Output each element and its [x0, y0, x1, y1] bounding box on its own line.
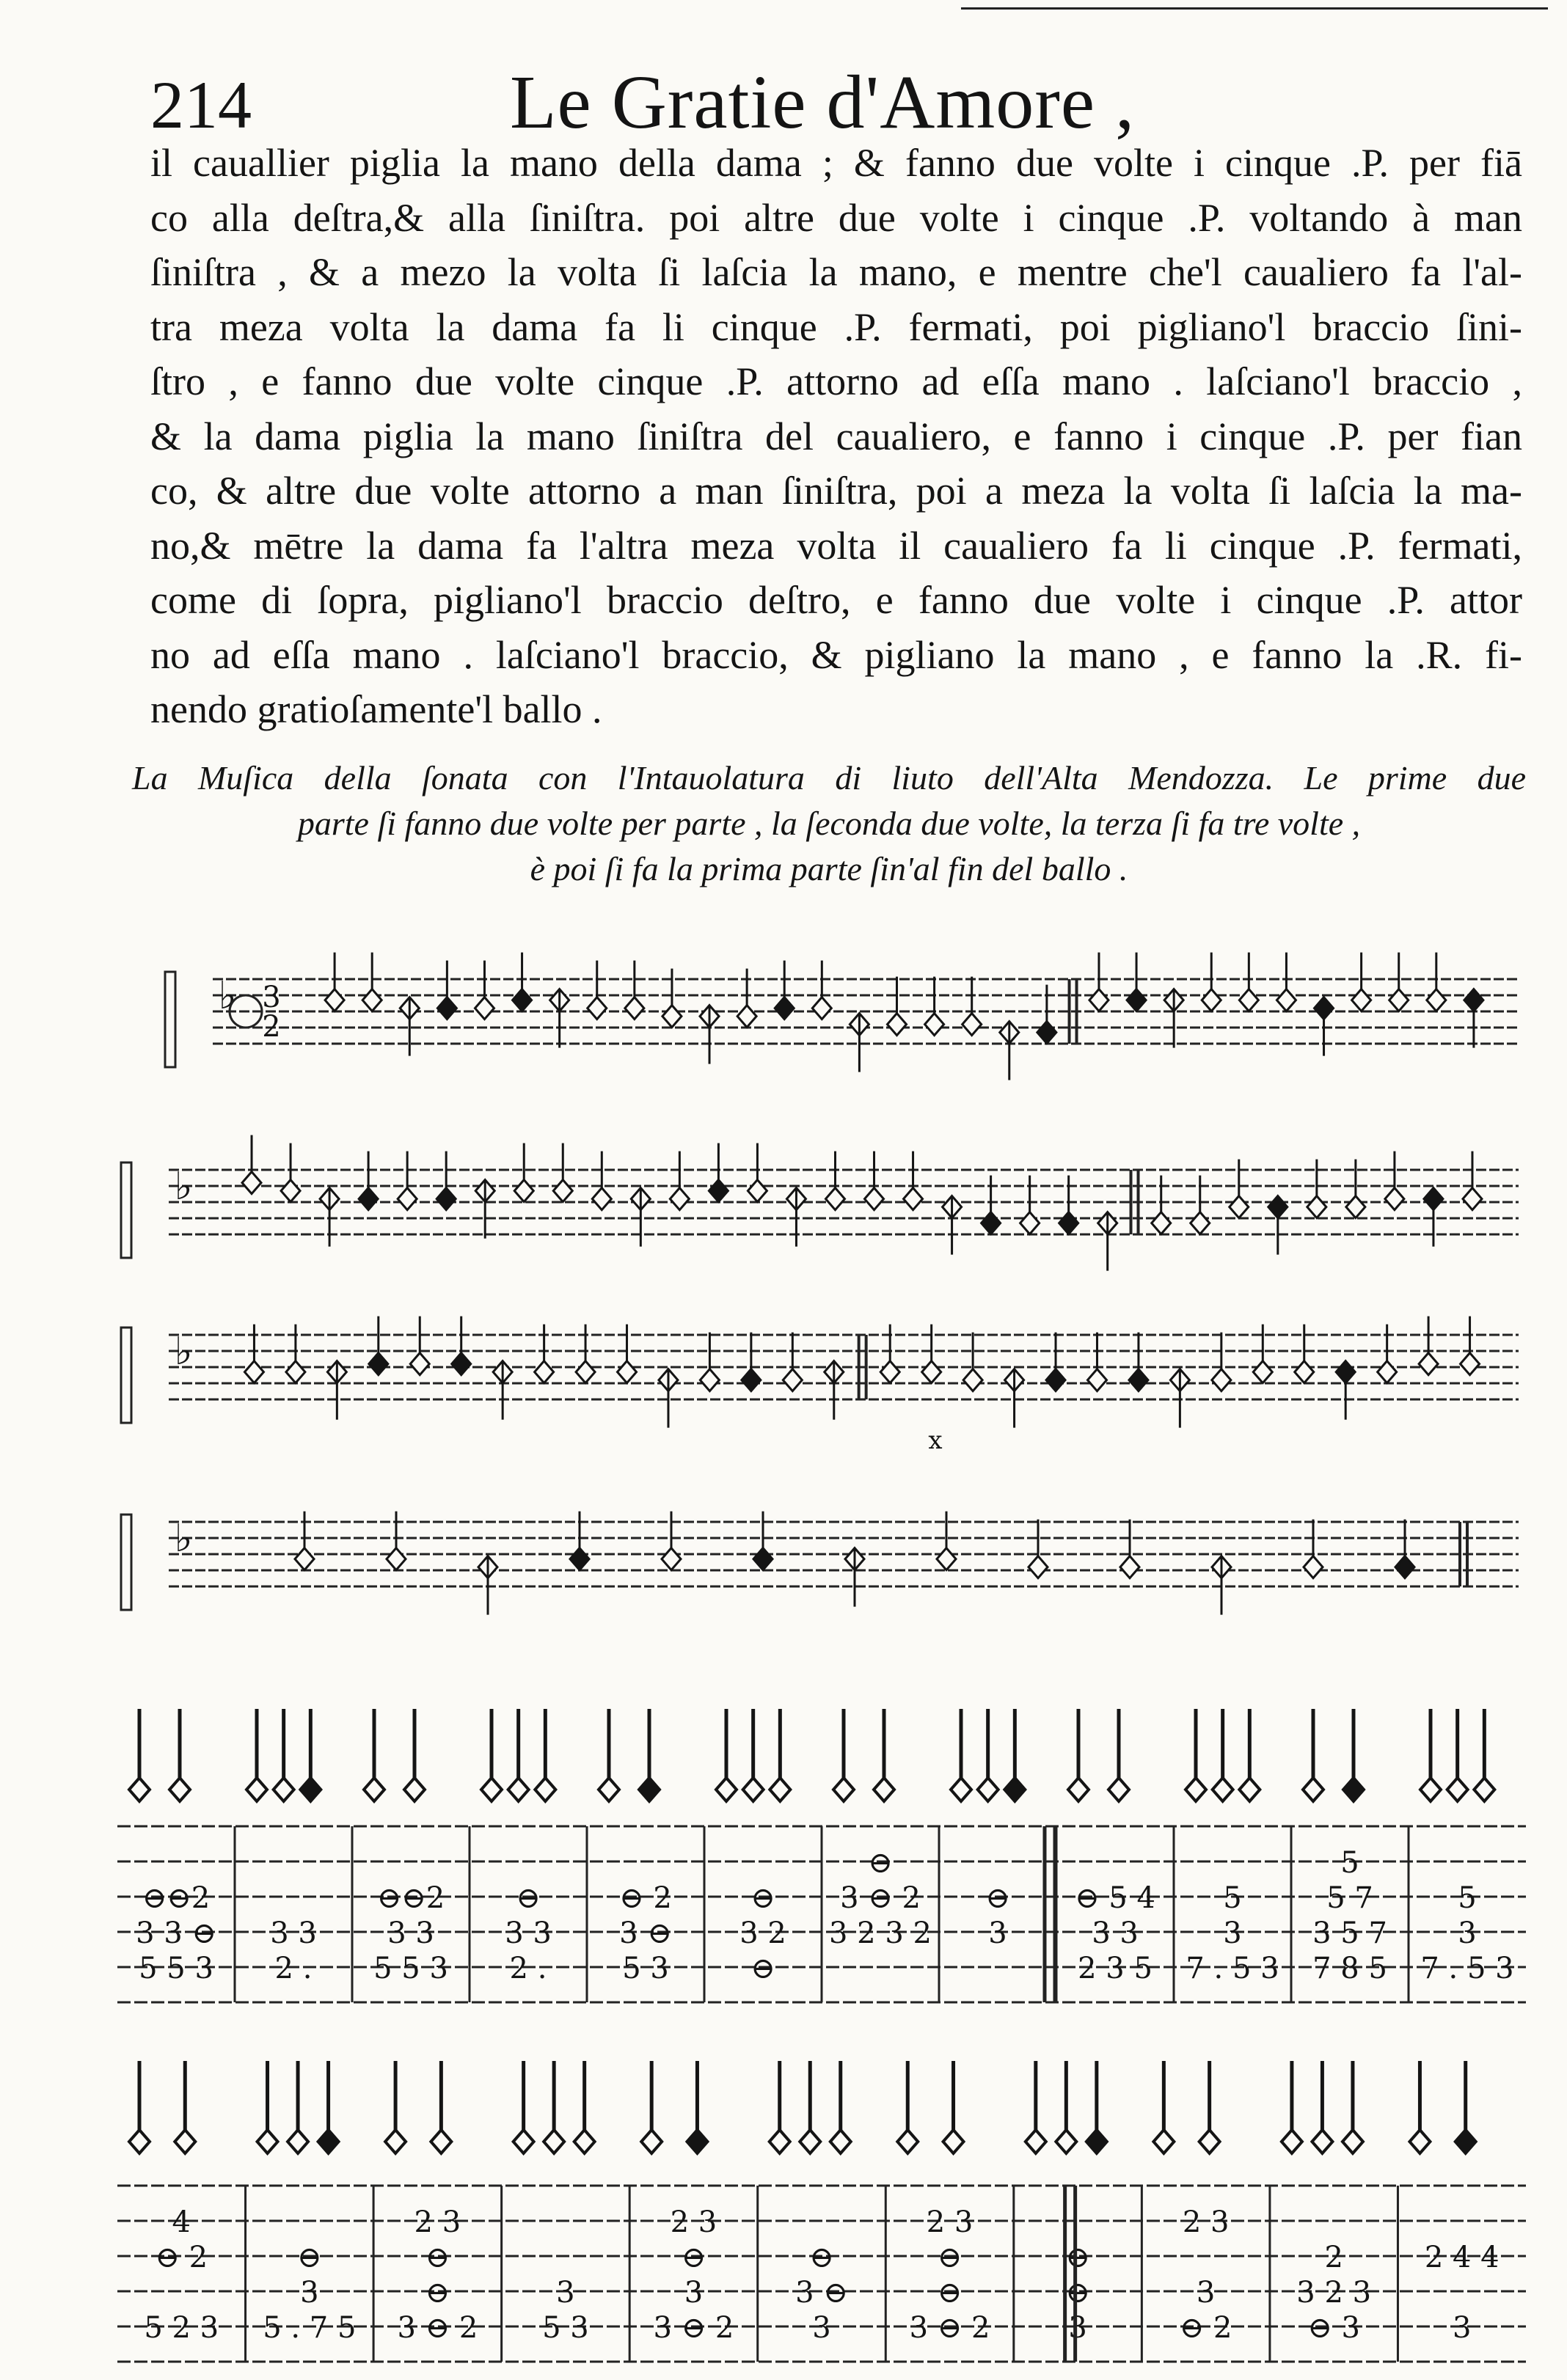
note-head	[1212, 1369, 1231, 1391]
rhythm-sign	[639, 1778, 660, 1801]
tab-fret: 3	[812, 2311, 831, 2345]
rhythm-sign	[1153, 2130, 1174, 2153]
rhythm-sign	[481, 1778, 502, 1801]
tab-fret: 5 5 3	[139, 1952, 213, 1985]
rhythm-sign	[599, 1778, 619, 1801]
tab-fret: ⊖	[985, 1881, 1010, 1915]
note-head	[1152, 1212, 1171, 1234]
rhythm-sign	[535, 1778, 555, 1801]
note-head	[1419, 1353, 1438, 1375]
caption-line: parte ſi fanno due volte per parte , la ſeconda due volte, la terza ſi fa tre volte ,	[297, 805, 1361, 842]
rhythm-sign	[1026, 2130, 1046, 2153]
rhythm-sign	[508, 1778, 529, 1801]
tab-fret: ⊖ 2	[1179, 2311, 1232, 2345]
body-line: no,& mētre la dama fa l'altra meza volta il caualiero fa li cinque .P. fermati,	[150, 523, 1522, 568]
note-head	[1276, 989, 1296, 1011]
note-head	[1020, 1212, 1040, 1234]
tab-fret: 3	[684, 2276, 704, 2310]
tab-fret: 3	[1196, 2276, 1216, 2310]
tab-fret: 7 8 5	[1312, 1952, 1387, 1985]
tab-fret: 5	[1458, 1881, 1477, 1915]
tab-fret: ⊖ 5 4	[1075, 1881, 1155, 1915]
tab-fret: 3	[300, 2276, 319, 2310]
note-head	[670, 1188, 689, 1210]
rhythm-sign	[1004, 1778, 1025, 1801]
note-head	[1087, 1369, 1106, 1391]
note-head	[1463, 1188, 1482, 1210]
rhythm-sign	[1420, 1778, 1441, 1801]
note-head	[369, 1353, 388, 1375]
note-head	[1059, 1212, 1078, 1234]
note-head	[662, 1548, 681, 1570]
tab-fret: 5 3	[542, 2311, 589, 2345]
rhythm-sign	[1068, 1778, 1089, 1801]
tab-fret: 3 ⊖ 2	[653, 2311, 734, 2345]
note-head	[362, 989, 381, 1011]
sharp-sign: x	[928, 1426, 943, 1455]
note-head	[437, 1188, 456, 1210]
note-head	[625, 997, 644, 1019]
tab-fret: 5	[1340, 1846, 1359, 1880]
rhythm-sign	[833, 1778, 854, 1801]
rhythm-sign	[129, 2130, 150, 2153]
rhythm-sign	[1474, 1778, 1494, 1801]
tab-fret: 3	[1453, 2311, 1472, 2345]
rhythm-sign	[169, 1778, 190, 1801]
tab-fret: 3 3	[387, 1916, 434, 1950]
tab-fret: 5	[1223, 1881, 1242, 1915]
note-head	[410, 1353, 429, 1375]
note-head	[588, 997, 607, 1019]
rhythm-sign	[1239, 1778, 1260, 1801]
note-head	[888, 1014, 907, 1036]
note-head	[1461, 1353, 1480, 1375]
tab-fret: 2	[1324, 2241, 1343, 2274]
note-head	[1389, 989, 1409, 1011]
tab-fret: ⊖	[868, 1846, 893, 1880]
note-head	[1129, 1369, 1148, 1391]
rhythm-sign	[574, 2130, 595, 2153]
tab-fret: ⊖	[937, 2276, 963, 2310]
note-head	[825, 1188, 844, 1210]
tab-fret: 2 3	[1182, 2205, 1230, 2239]
rhythm-sign	[874, 1778, 894, 1801]
note-head	[592, 1188, 611, 1210]
note-head	[1202, 989, 1221, 1011]
note-head	[700, 1369, 719, 1391]
tab-fret: 2 3	[926, 2205, 974, 2239]
flat-sign: ♭	[218, 974, 237, 1018]
rhythm-sign	[364, 1778, 384, 1801]
tab-fret: 3 3	[1092, 1916, 1139, 1950]
tab-fret: ⊖	[425, 2276, 450, 2310]
note-head	[753, 1548, 772, 1570]
rhythm-sign	[274, 1778, 294, 1801]
tab-fret: ⊖⊖2	[376, 1881, 445, 1915]
note-head	[359, 1188, 378, 1210]
tab-fret: 5 5 3	[373, 1952, 448, 1985]
note-head	[865, 1188, 884, 1210]
time-signature-top: 3	[262, 981, 281, 1014]
note-head	[387, 1548, 406, 1570]
note-head	[452, 1353, 471, 1375]
note-head	[1253, 1361, 1272, 1383]
note-head	[963, 1014, 982, 1036]
note-head	[783, 1369, 802, 1391]
tab-fret: 5 3	[622, 1952, 669, 1985]
caption-line: La Muſica della ſonata con l'Intauolatura di liuto dell'Alta Mendozza. Le prime due	[132, 759, 1526, 797]
rhythm-sign	[641, 2130, 662, 2153]
rhythm-sign	[1303, 1778, 1323, 1801]
tab-fret: 5 . 7 5	[263, 2311, 357, 2345]
rhythm-sign	[943, 2130, 964, 2153]
flat-sign: ♭	[174, 1330, 193, 1374]
tab-fret: 2 .	[274, 1952, 313, 1985]
note-head	[553, 1180, 572, 1202]
note-head	[1239, 989, 1258, 1011]
note-head	[1395, 1556, 1414, 1578]
tab-fret: 3	[988, 1916, 1007, 1950]
note-head	[242, 1172, 261, 1194]
note-head	[982, 1212, 1001, 1234]
note-head	[286, 1361, 305, 1383]
page-number: 214	[150, 67, 252, 142]
tab-fret: 3 3	[505, 1916, 552, 1950]
rhythm-sign	[1186, 1778, 1206, 1801]
tab-fret: 3 ⊖ 2	[840, 1881, 921, 1915]
note-head	[1307, 1196, 1326, 1218]
note-head	[1346, 1196, 1365, 1218]
note-head	[709, 1180, 728, 1202]
rhythm-sign	[288, 2130, 308, 2153]
note-head	[922, 1361, 941, 1383]
tab-fret: ⊖	[681, 2241, 706, 2274]
tab-fret: ⊖	[750, 1881, 775, 1915]
body-line: co, & altre due volte attorno a man ſiniſtra, poi a meza la volta ſi laſcia la ma-	[150, 469, 1522, 513]
tab-fret: 3 ⊖	[795, 2276, 848, 2310]
body-line: co alla deſtra,& alla ſiniſtra. poi altre due volte i cinque .P. voltando à man	[150, 195, 1522, 240]
note-head	[812, 997, 831, 1019]
rhythm-sign	[544, 2130, 564, 2153]
tab-fret: ⊖ 3	[1307, 2311, 1361, 2345]
clef-mark	[165, 972, 175, 1067]
rhythm-sign	[770, 2130, 790, 2153]
rhythm-sign	[770, 1778, 790, 1801]
tab-fret: ⊖⊖2	[142, 1881, 211, 1915]
note-head	[1295, 1361, 1314, 1383]
clef-mark	[121, 1515, 131, 1610]
tab-fret: ⊖	[516, 1881, 541, 1915]
rhythm-sign	[404, 1778, 425, 1801]
note-head	[398, 1188, 417, 1210]
note-head	[904, 1188, 923, 1210]
tab-fret: 3 ⊖	[619, 1916, 672, 1950]
tab-fret: 5 2 3	[144, 2311, 219, 2345]
tab-fret: 3	[1068, 2311, 1087, 2345]
body-line: tra meza volta la dama fa li cinque .P. fermati, poi pigliano'l braccio ſini-	[150, 304, 1522, 349]
note-head	[475, 997, 494, 1019]
time-signature-bottom: 2	[262, 1010, 281, 1044]
note-head	[1127, 989, 1146, 1011]
note-head	[1089, 989, 1108, 1011]
tab-fret: 3	[1223, 1916, 1242, 1950]
tab-fret: 3 3 ⊖	[136, 1916, 216, 1950]
rhythm-sign	[300, 1778, 321, 1801]
note-head	[1037, 1022, 1056, 1044]
tab-fret: 3 2	[739, 1916, 786, 1950]
tab-fret: ⊖	[809, 2241, 834, 2274]
note-head	[1191, 1212, 1210, 1234]
note-head	[535, 1361, 554, 1383]
note-head	[775, 997, 794, 1019]
tab-fret: ⊖	[750, 1952, 775, 1985]
running-title: Le Gratie d'Amore ,	[510, 60, 1136, 144]
rhythm-sign	[385, 2130, 406, 2153]
rhythm-sign	[800, 2130, 820, 2153]
note-head	[742, 1369, 761, 1391]
rhythm-sign	[514, 2130, 534, 2153]
tab-fret: 3 2 3	[1296, 2276, 1372, 2310]
body-line: come di ſopra, pigliano'l braccio deſtro, e fanno due volte i cinque .P. attor	[150, 578, 1522, 622]
clef-mark	[121, 1162, 131, 1258]
tab-fret: 3	[1458, 1916, 1477, 1950]
note-head	[513, 989, 532, 1011]
note-head	[1378, 1361, 1397, 1383]
note-head	[1385, 1188, 1404, 1210]
note-head	[570, 1548, 589, 1570]
note-head	[244, 1361, 263, 1383]
tab-fret: 2 4 4	[1424, 2241, 1500, 2274]
rhythm-sign	[257, 2130, 278, 2153]
tab-fret: ⊖	[1065, 2276, 1090, 2310]
note-head	[1352, 989, 1371, 1011]
tab-fret: 4	[172, 2205, 191, 2239]
rhythm-sign	[175, 2130, 195, 2153]
tab-fret: 5 7	[1326, 1881, 1373, 1915]
tab-fret: ⊖	[297, 2241, 322, 2274]
note-head	[737, 1006, 756, 1028]
tab-fret: ⊖ 2	[155, 2241, 208, 2274]
flat-sign: ♭	[174, 1517, 193, 1561]
note-head	[295, 1548, 314, 1570]
rhythm-sign	[129, 1778, 150, 1801]
note-head	[1029, 1556, 1048, 1578]
tab-fret: 3 ⊖ 2	[397, 2311, 478, 2345]
rhythm-sign	[1343, 1778, 1364, 1801]
body-line: & la dama piglia la mano ſiniſtra del caualiero, e fanno i cinque .P. per fian	[150, 414, 1522, 458]
body-line: il cauallier piglia la mano della dama ; & fanno due volte i cinque .P. per fiā	[150, 141, 1522, 185]
rhythm-sign	[951, 1778, 971, 1801]
rhythm-sign	[1108, 1778, 1129, 1801]
tab-fret: 3 3	[270, 1916, 317, 1950]
note-head	[1427, 989, 1446, 1011]
note-head	[437, 997, 456, 1019]
body-line: no ad eſſa mano . laſciano'l braccio, & pigliano la mano , e fanno la .R. fi-	[150, 632, 1522, 677]
rhythm-sign	[1447, 1778, 1468, 1801]
rhythm-sign	[1199, 2130, 1220, 2153]
rhythm-sign	[687, 2130, 707, 2153]
body-line: ſtro , e fanno due volte cinque .P. attorno ad eſſa mano . laſciano'l braccio ,	[150, 359, 1522, 403]
tab-fret: ⊖	[425, 2241, 450, 2274]
rhythm-sign	[1213, 1778, 1233, 1801]
note-head	[662, 1006, 682, 1028]
note-head	[325, 989, 344, 1011]
note-head	[1304, 1556, 1323, 1578]
note-head	[514, 1180, 533, 1202]
rhythm-sign	[1455, 2130, 1476, 2153]
flat-sign: ♭	[174, 1165, 193, 1209]
note-head	[880, 1361, 899, 1383]
tab-fret: 2 3 5	[1078, 1952, 1153, 1985]
body-line: nendo gratioſamente'l ballo .	[150, 687, 602, 731]
rhythm-sign	[1056, 2130, 1076, 2153]
note-head	[1120, 1556, 1139, 1578]
tab-fret: ⊖ 2	[619, 1881, 672, 1915]
clef-mark	[121, 1328, 131, 1423]
rhythm-sign	[1409, 2130, 1430, 2153]
caption-line: è poi ſi fa la prima parte ſin'al fin del ballo .	[530, 850, 1128, 887]
tab-fret: 2 3	[414, 2205, 461, 2239]
tab-fret: ⊖	[937, 2241, 963, 2274]
rhythm-sign	[1282, 2130, 1302, 2153]
tab-fret: 2 .	[509, 1952, 547, 1985]
rhythm-sign	[1343, 2130, 1363, 2153]
body-line: ſiniſtra , & a mezo la volta ſi laſcia la mano, e mentre che'l caualiero fa l'al-	[150, 250, 1522, 294]
note-head	[925, 1014, 944, 1036]
tab-fret: 3	[556, 2276, 575, 2310]
tab-fret: 3 5 7	[1312, 1916, 1387, 1950]
note-head	[963, 1369, 982, 1391]
note-head	[1046, 1369, 1065, 1391]
rhythm-sign	[1312, 2130, 1332, 2153]
tab-fret: 7 . 5 3	[1420, 1952, 1514, 1985]
note-head	[937, 1548, 956, 1570]
rhythm-sign	[431, 2130, 451, 2153]
tab-fret: 3 2 3 2	[829, 1916, 932, 1950]
note-head	[576, 1361, 595, 1383]
rhythm-sign	[1086, 2130, 1107, 2153]
note-head	[281, 1180, 300, 1202]
rhythm-sign	[830, 2130, 851, 2153]
note-head	[618, 1361, 637, 1383]
rhythm-sign	[318, 2130, 339, 2153]
tab-fret: 3 ⊖ 2	[909, 2311, 990, 2345]
rhythm-sign	[743, 1778, 764, 1801]
tab-fret: ⊖	[1065, 2241, 1090, 2274]
note-head	[748, 1180, 767, 1202]
rhythm-sign	[246, 1778, 267, 1801]
rhythm-sign	[716, 1778, 737, 1801]
note-head	[1230, 1196, 1249, 1218]
tab-fret: 2 3	[670, 2205, 717, 2239]
rhythm-sign	[978, 1778, 998, 1801]
rhythm-sign	[897, 2130, 918, 2153]
tab-fret: 7 . 5 3	[1186, 1952, 1279, 1985]
